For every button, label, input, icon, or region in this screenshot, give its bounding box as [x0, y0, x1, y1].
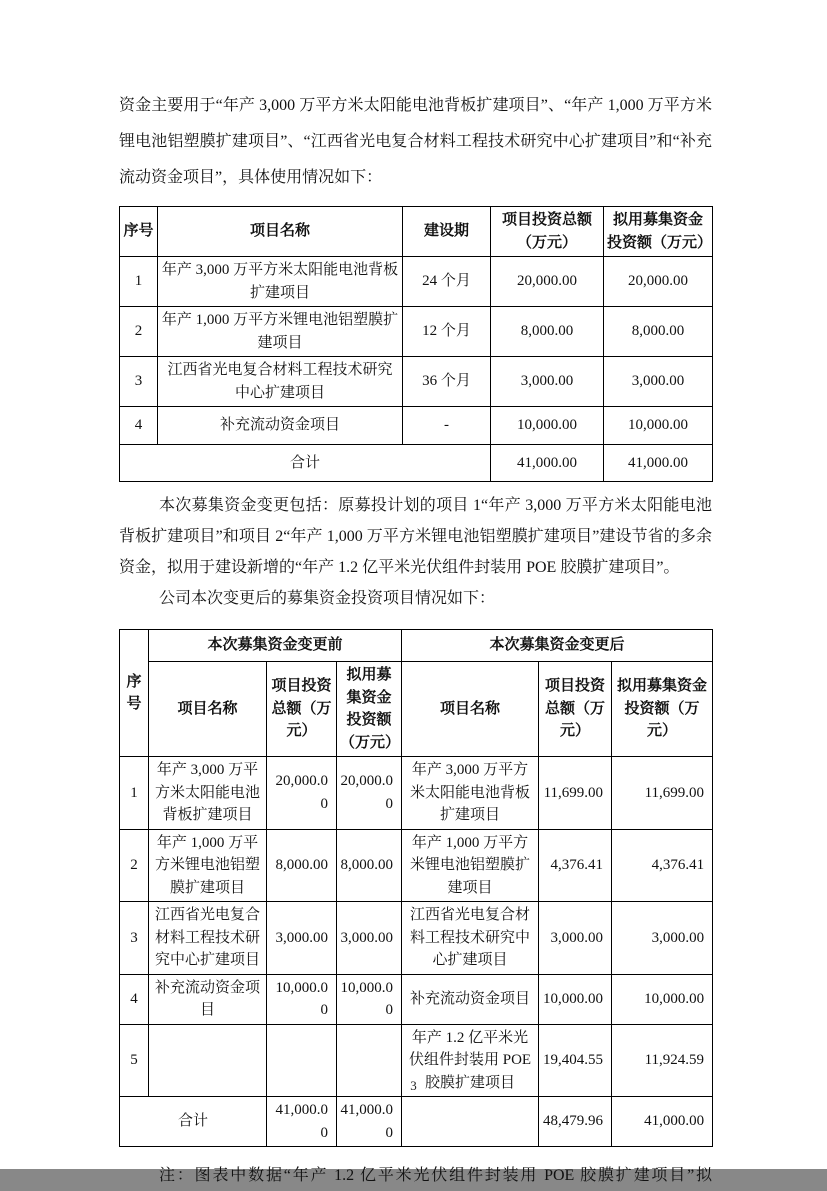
cell-seq: 1 [120, 757, 149, 830]
col-header-after-investment-total: 项目投资总额（万元） [539, 662, 612, 757]
col-header-before-raised-amount: 拟用募集资金投资额（万元） [337, 662, 402, 757]
col-header-build-period: 建设期 [403, 207, 491, 257]
cell-investment-total: 8,000.00 [491, 307, 604, 357]
table-row [120, 307, 713, 357]
cell-before-investment-total: 3,000.00 [267, 902, 337, 975]
cell-before-raised-amount: 8,000.00 [337, 829, 402, 902]
table-header-row [120, 207, 713, 257]
cell-after-project-name: 补充流动资金项目 [402, 974, 539, 1024]
col-header-before-investment-total: 项目投资总额（万元） [267, 662, 337, 757]
cell-seq: 1 [120, 257, 158, 307]
cell-before-raised-amount: 10,000.00 [337, 974, 402, 1024]
cell-before-raised-amount: 3,000.00 [337, 902, 402, 975]
cell-total-after-name-empty [402, 1097, 539, 1147]
cell-raised-amount: 10,000.00 [604, 407, 713, 445]
table-row [120, 357, 713, 407]
cell-seq: 3 [120, 357, 158, 407]
group-header-after: 本次募集资金变更后 [402, 630, 713, 662]
cell-raised-amount: 3,000.00 [604, 357, 713, 407]
cell-investment-total: 3,000.00 [491, 357, 604, 407]
table-row [120, 829, 713, 902]
page-content [119, 88, 712, 1191]
cell-after-investment-total: 10,000.00 [539, 974, 612, 1024]
cell-total-after-raised: 41,000.00 [612, 1097, 713, 1147]
cell-seq: 2 [120, 829, 149, 902]
cell-investment-total: 20,000.00 [491, 257, 604, 307]
cell-after-investment-total: 4,376.41 [539, 829, 612, 902]
cell-before-investment-total: 8,000.00 [267, 829, 337, 902]
col-header-project-name: 项目名称 [158, 207, 403, 257]
col-header-investment-total: 项目投资总额（万元） [491, 207, 604, 257]
table-fund-change-comparison [119, 629, 713, 1147]
cell-after-investment-total: 3,000.00 [539, 902, 612, 975]
cell-raised-amount: 20,000.00 [604, 257, 713, 307]
group-header-before: 本次募集资金变更前 [149, 630, 402, 662]
cell-project-name: 补充流动资金项目 [158, 407, 403, 445]
cell-after-project-name: 年产 1.2 亿平米光伏组件封装用 POE 胶膜扩建项目 [402, 1024, 539, 1097]
cell-before-project-name: 补充流动资金项目 [149, 974, 267, 1024]
cell-before-project-name: 年产 1,000 万平方米锂电池铝塑膜扩建项目 [149, 829, 267, 902]
table-fund-usage [119, 206, 713, 482]
table-row [120, 974, 713, 1024]
cell-seq: 4 [120, 974, 149, 1024]
table-total-row [120, 1097, 713, 1147]
cell-before-investment-total: 20,000.00 [267, 757, 337, 830]
table-subheader-row [120, 662, 713, 757]
col-header-before-project-name: 项目名称 [149, 662, 267, 757]
cell-total-label: 合计 [120, 1097, 267, 1147]
cell-after-raised-amount: 10,000.00 [612, 974, 713, 1024]
cell-total-label: 合计 [120, 445, 491, 482]
cell-total-raised: 41,000.00 [604, 445, 713, 482]
paragraph-note: 注：图表中数据“年产 1.2 亿平米光伏组件封装用 POE 胶膜扩建项目”拟 [159, 1167, 712, 1184]
col-header-after-project-name: 项目名称 [402, 662, 539, 757]
page-number: 3 [410, 1078, 417, 1093]
cell-build-period: - [403, 407, 491, 445]
cell-total-investment: 41,000.00 [491, 445, 604, 482]
table-row [120, 902, 713, 975]
table-row [120, 407, 713, 445]
table-row [120, 757, 713, 830]
cell-after-investment-total: 19,404.55 [539, 1024, 612, 1097]
cell-seq: 3 [120, 902, 149, 975]
cell-investment-total: 10,000.00 [491, 407, 604, 445]
cell-seq: 2 [120, 307, 158, 357]
cell-total-before-raised: 41,000.00 [337, 1097, 402, 1147]
cell-total-before-investment: 41,000.00 [267, 1097, 337, 1147]
col-header-raised-amount: 拟用募集资金投资额（万元） [604, 207, 713, 257]
cell-build-period: 24 个月 [403, 257, 491, 307]
cell-before-raised-amount: 20,000.00 [337, 757, 402, 830]
cell-after-raised-amount: 11,924.59 [612, 1024, 713, 1097]
cell-total-after-investment: 48,479.96 [539, 1097, 612, 1147]
cell-after-investment-total: 11,699.00 [539, 757, 612, 830]
cell-after-project-name: 年产 1,000 万平方米锂电池铝塑膜扩建项目 [402, 829, 539, 902]
cell-after-raised-amount: 4,376.41 [612, 829, 713, 902]
table-total-row [120, 445, 713, 482]
col-header-after-raised-amount: 拟用募集资金投资额（万元） [612, 662, 713, 757]
col-header-seq: 序号 [120, 207, 158, 257]
cell-after-raised-amount: 11,699.00 [612, 757, 713, 830]
cell-build-period: 12 个月 [403, 307, 491, 357]
cell-after-project-name: 年产 3,000 万平方米太阳能电池背板扩建项目 [402, 757, 539, 830]
cell-before-project-name: 江西省光电复合材料工程技术研究中心扩建项目 [149, 902, 267, 975]
cell-seq: 5 [120, 1024, 149, 1097]
cell-seq: 4 [120, 407, 158, 445]
table-group-header-row [120, 630, 713, 662]
cell-project-name: 年产 1,000 万平方米锂电池铝塑膜扩建项目 [158, 307, 403, 357]
cell-after-project-name: 江西省光电复合材料工程技术研究中心扩建项目 [402, 902, 539, 975]
cell-after-raised-amount: 3,000.00 [612, 902, 713, 975]
cell-raised-amount: 8,000.00 [604, 307, 713, 357]
paragraph-fund-usage-intro: 资金主要用于“年产 3,000 万平方米太阳能电池背板扩建项目”、“年产 1,000 万平方米锂电池铝塑膜扩建项目”、“江西省光电复合材料工程技术研究中心扩建项目”和“补充流动资金项目”，具体使用情况如下： [119, 97, 712, 186]
cell-before-project-name: 年产 3,000 万平方米太阳能电池背板扩建项目 [149, 757, 267, 830]
cell-project-name: 江西省光电复合材料工程技术研究中心扩建项目 [158, 357, 403, 407]
cell-project-name: 年产 3,000 万平方米太阳能电池背板扩建项目 [158, 257, 403, 307]
col-header-seq: 序号 [120, 630, 149, 757]
cell-build-period: 36 个月 [403, 357, 491, 407]
table-row [120, 257, 713, 307]
paragraph-fund-change: 本次募集资金变更包括：原募投计划的项目 1“年产 3,000 万平方米太阳能电池背板扩建项目”和项目 2“年产 1,000 万平方米锂电池铝塑膜扩建项目”建设节省的多余资金，拟用于建设新增的“年产 1.2 亿平米光伏组件封装用 POE 胶膜扩建项目”。 [119, 497, 712, 576]
cell-before-investment-total: 10,000.00 [267, 974, 337, 1024]
paragraph-after-change-intro: 公司本次变更后的募集资金投资项目情况如下： [159, 590, 496, 607]
